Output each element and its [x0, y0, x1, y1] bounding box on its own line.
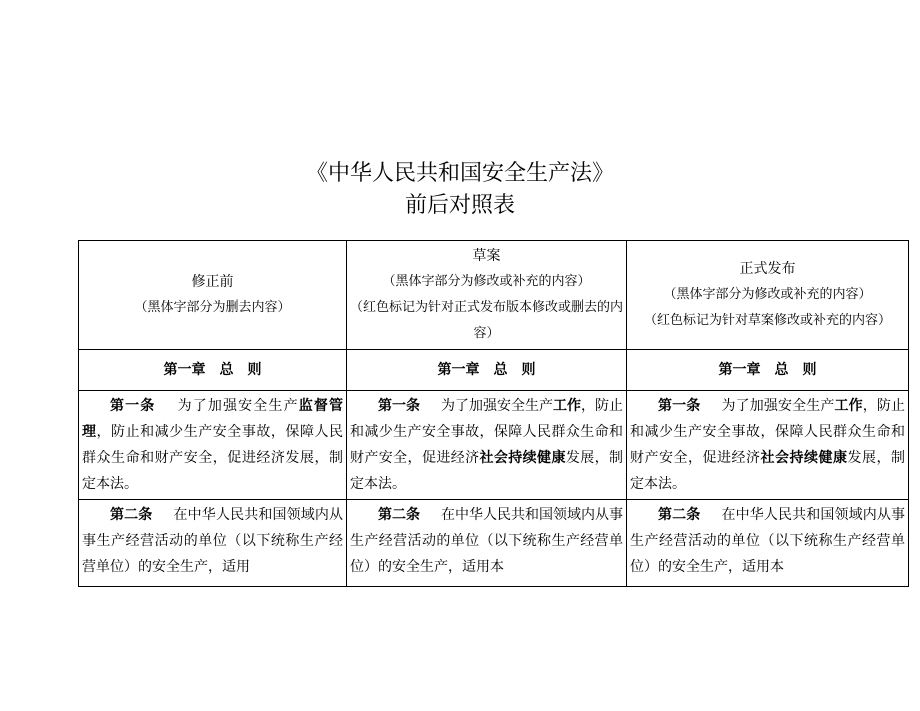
article-text: 为了加强安全生产 — [721, 398, 835, 414]
header-title: 正式发布 — [739, 261, 796, 277]
header-title: 修正前 — [191, 274, 234, 290]
article-2-draft — [347, 500, 627, 587]
article-row — [79, 500, 909, 587]
article-label: 第二条 — [658, 507, 701, 523]
article-label: 第二条 — [378, 507, 420, 523]
article-text: 发展，制定本法。 — [350, 450, 624, 492]
article-1-draft — [347, 391, 627, 500]
article-bold-text: 监督管理 — [82, 398, 344, 440]
article-text: 在中华人民共和国领域内从事生产经营活动的单位（以下统称生产经营单位）的安全生产，适用 — [82, 507, 343, 575]
article-text: 在中华人民共和国领域内从事生产经营活动的单位（以下统称生产经营单位）的安全生产，适用本 — [630, 507, 905, 575]
header-note: （红色标记为针对草案修改或补充的内容） — [643, 313, 891, 328]
header-draft — [347, 241, 627, 350]
article-bold-text: 工作 — [553, 398, 581, 414]
document-subtitle: 前后对照表 — [404, 193, 515, 218]
article-2-final — [627, 500, 909, 587]
header-final — [627, 241, 909, 350]
header-note: （黑体字部分为修改或补充的内容） — [663, 287, 872, 302]
article-text: 发展，制定本法。 — [630, 450, 905, 492]
article-1-final — [627, 391, 909, 500]
chapter-heading: 第一章 总 则 — [347, 350, 627, 391]
article-text: ，防止和减少生产安全事故，保障人民群众生命和财产安全，促进经济发展，制定本法。 — [82, 424, 344, 492]
article-text: 在中华人民共和国领域内从事生产经营活动的单位（以下统称生产经营单位）的安全生产，适用本 — [350, 507, 623, 575]
header-note: （红色标记为针对正式发布版本修改或删去的内容） — [349, 300, 623, 341]
header-note: （黑体字部分为修改或补充的内容） — [382, 274, 591, 289]
chapter-row — [79, 350, 909, 391]
header-note: （黑体字部分为删去内容） — [134, 300, 291, 315]
chapter-heading: 第一章 总 则 — [627, 350, 909, 391]
header-title: 草案 — [472, 248, 501, 264]
article-row — [79, 391, 909, 500]
article-text: ，防止和减少生产安全事故，保障人民群众生命和财产安全，促进经济 — [630, 398, 905, 466]
article-label: 第二条 — [110, 507, 153, 523]
article-text: 为了加强安全生产 — [441, 398, 553, 414]
document-title: 《中华人民共和国安全生产法》 — [305, 161, 614, 186]
article-bold-text: 工作 — [834, 398, 863, 414]
chapter-heading: 第一章 总 则 — [79, 350, 347, 391]
comparison-table — [78, 240, 909, 587]
article-label: 第一条 — [110, 398, 156, 414]
article-text: 为了加强安全生产 — [176, 398, 299, 414]
article-bold-text: 社会持续健康 — [760, 450, 848, 466]
article-bold-text: 社会持续健康 — [479, 450, 566, 466]
article-label: 第一条 — [378, 398, 420, 414]
article-text: ，防止和减少生产安全事故，保障人民群众生命和财产安全，促进经济 — [350, 398, 623, 466]
header-row — [79, 241, 909, 350]
article-label: 第一条 — [658, 398, 701, 414]
header-before — [79, 241, 347, 350]
article-2-before — [79, 500, 347, 587]
article-1-before — [79, 391, 347, 500]
